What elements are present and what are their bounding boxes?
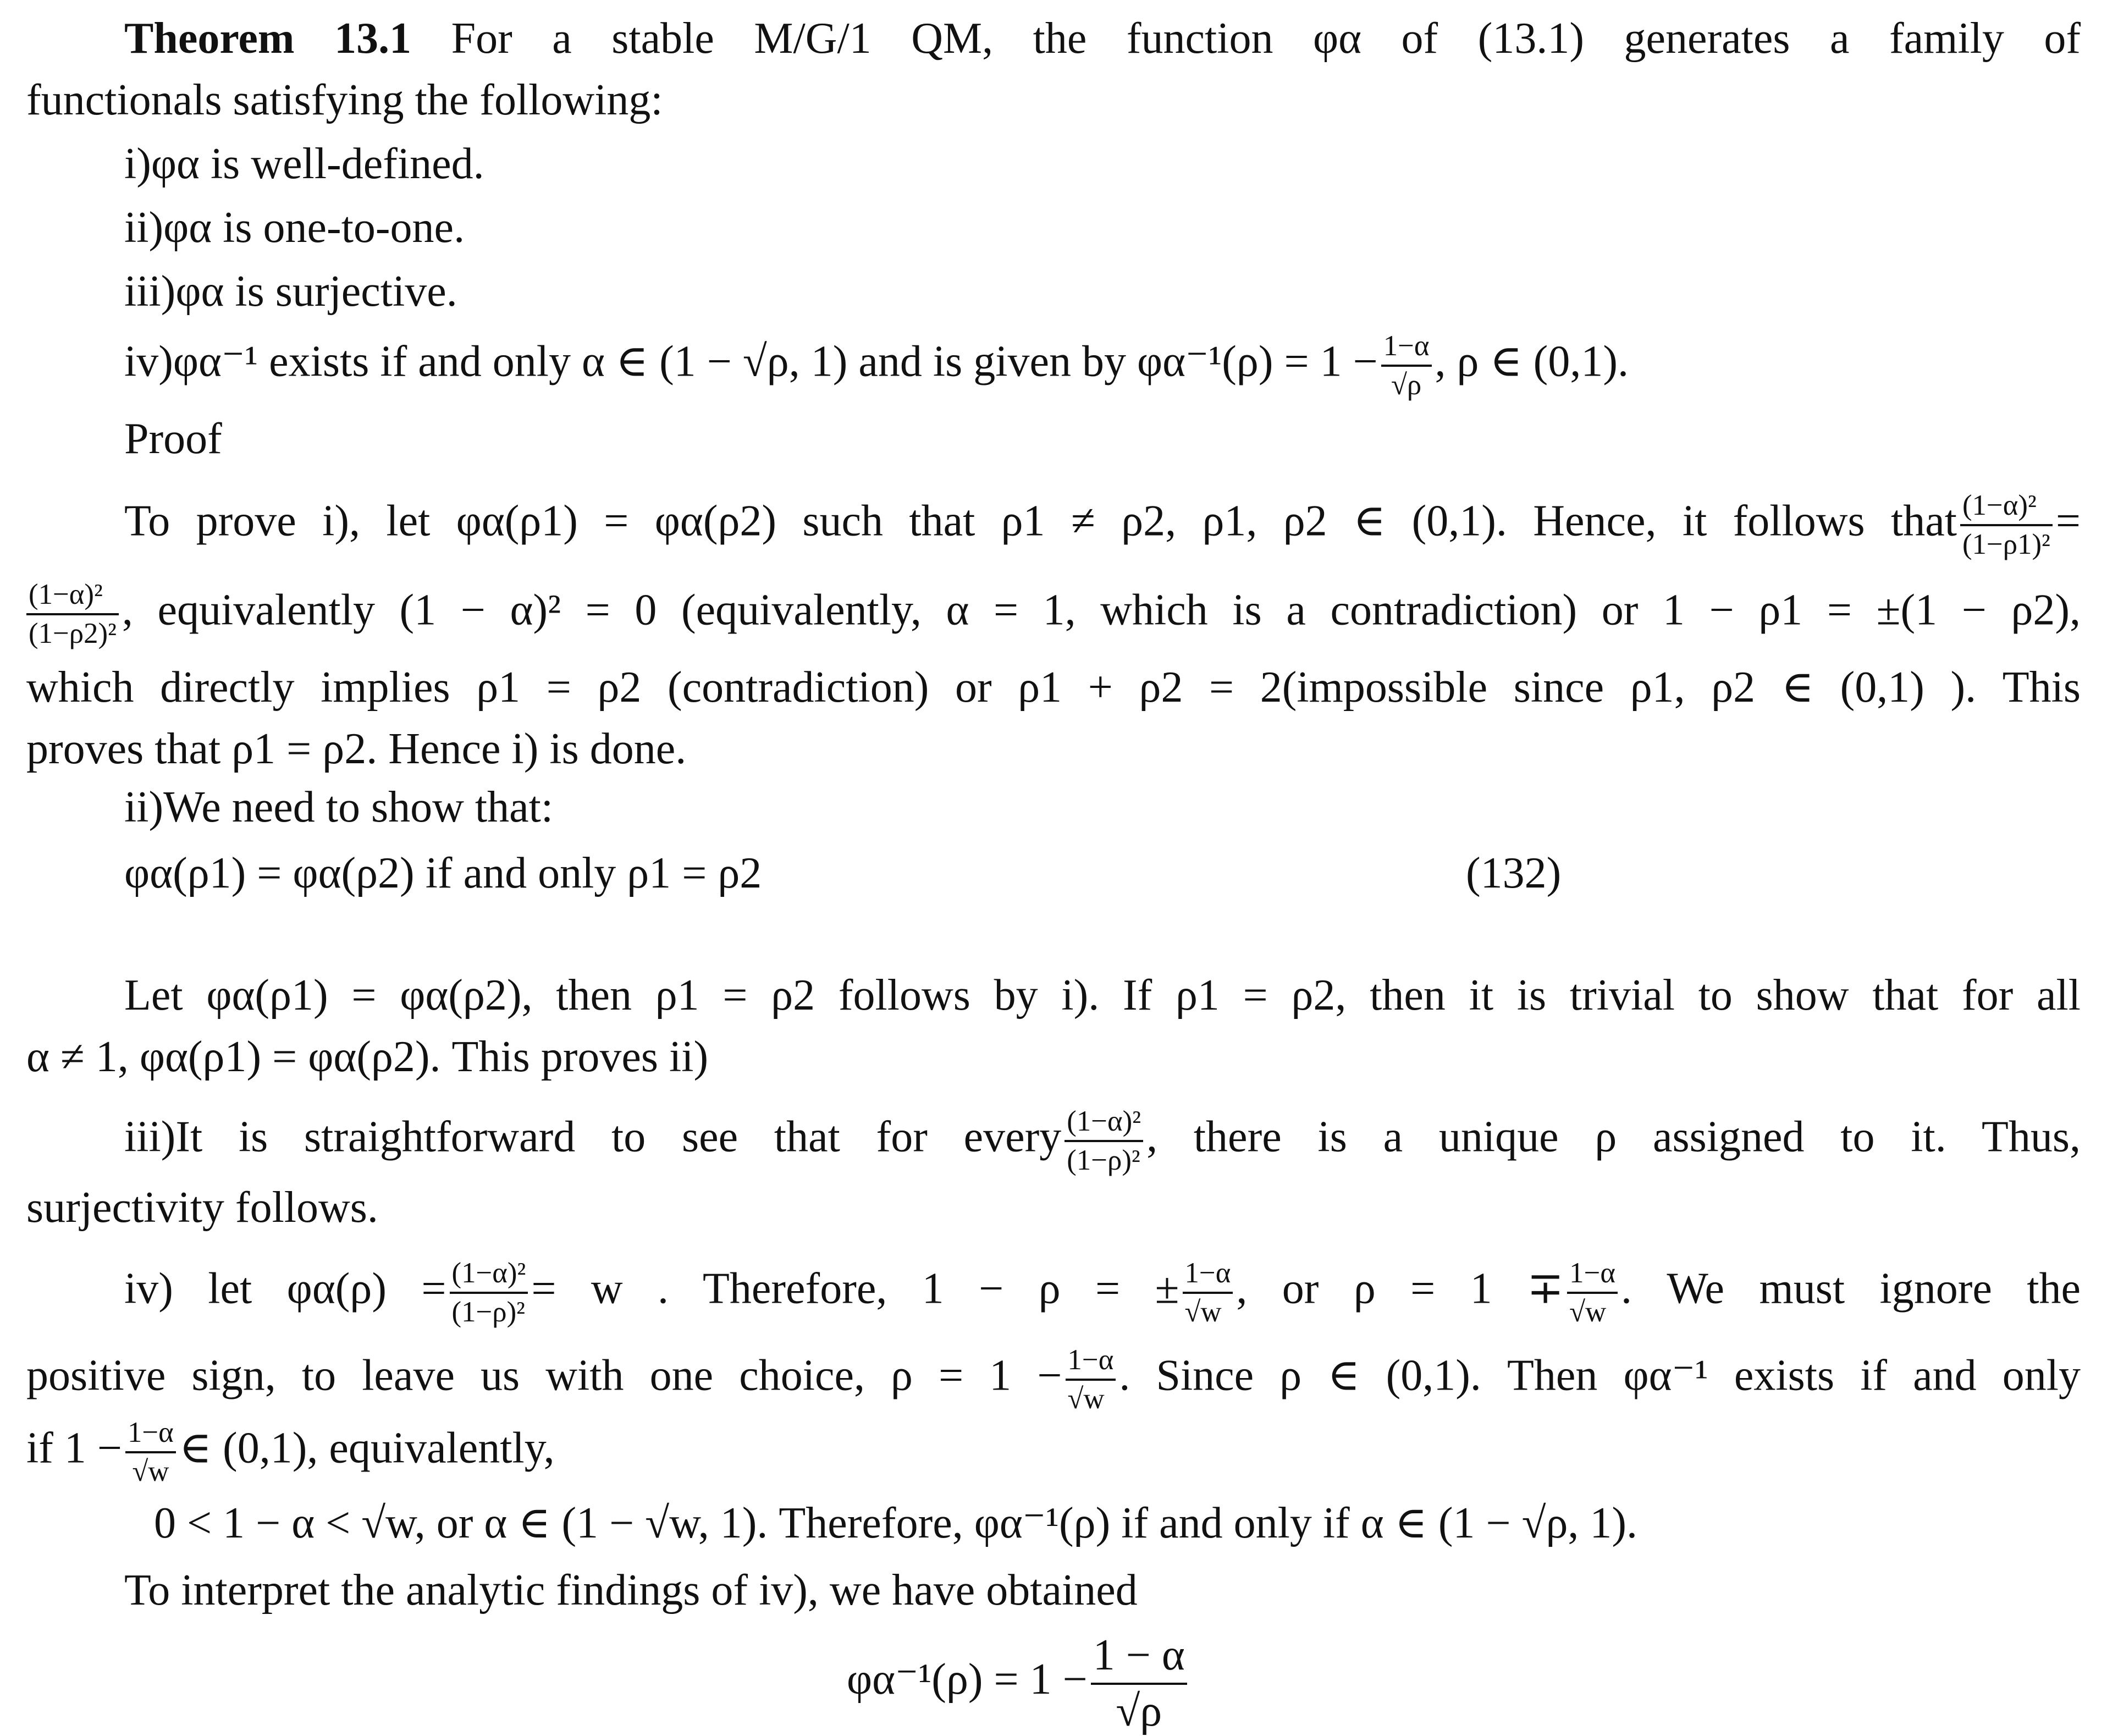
item-iv-frac-num: 1−α — [1381, 330, 1432, 367]
item-iv-text-b: , ρ ∈ (0,1). — [1435, 337, 1629, 386]
p5-fraction-2 — [1183, 1257, 1233, 1329]
p5-l1-text-a: iv) let φα(ρ) = — [124, 1264, 446, 1313]
p5-l1-text-b: = w . Therefore, 1 − ρ = ± — [531, 1264, 1179, 1313]
p4-fraction — [1064, 1105, 1143, 1177]
p1-l2-text: , equivalently (1 − α)² = 0 (equivalently, α = 1, which is a contradiction) or 1 − ρ1 = ±(1 − ρ2), — [122, 586, 2081, 635]
item-iv-fraction — [1381, 330, 1432, 401]
p5-frac4-num: 1−α — [1066, 1344, 1116, 1381]
proof-p2-line-1: ii)We need to show that: — [124, 783, 554, 831]
p5-l1-text-c: , or ρ = 1 ∓ — [1236, 1264, 1564, 1313]
final-equation — [847, 1631, 1342, 1736]
p5-frac3-num: 1−α — [1567, 1257, 1618, 1294]
p5-l3-text-a: if 1 − — [26, 1424, 122, 1473]
theorem-intro-1: For a stable M/G/1 QM, the function φα of (13.1) generates a family of — [451, 14, 2081, 63]
p5-frac4-den: √w — [1067, 1383, 1105, 1415]
p1-l2-fraction — [26, 578, 119, 650]
p1-l1-end: = — [2055, 497, 2081, 545]
proof-p5-line-2 — [26, 1344, 2081, 1415]
p5-frac1-num: (1−α)² — [450, 1257, 528, 1294]
proof-p5-line-3 — [26, 1417, 2081, 1488]
p4-frac-den: (1−ρ)² — [1067, 1144, 1140, 1177]
theorem-line-2: functionals satisfying the following: — [26, 76, 663, 124]
p1-l1-frac-num: (1−α)² — [1960, 489, 2053, 526]
p5-frac1-den: (1−ρ)² — [451, 1296, 526, 1329]
proof-p3-line-1: Let φα(ρ1) = φα(ρ2), then ρ1 = ρ2 follows by i). If ρ1 = ρ2, then it is trivial to show that for all — [124, 971, 2081, 1019]
p5-fraction-5 — [125, 1417, 176, 1488]
p5-frac3-den: √w — [1569, 1296, 1607, 1329]
proof-p3-line-2: α ≠ 1, φα(ρ1) = φα(ρ2). This proves ii) — [26, 1033, 709, 1081]
p4-l1-text-a: iii)It is straightforward to see that for every — [124, 1112, 1062, 1161]
proof-p1-line-3: which directly implies ρ1 = ρ2 (contradiction) or ρ1 + ρ2 = 2(impossible since ρ1, ρ2 ∈ (0,1) ). This — [26, 663, 2081, 712]
p5-l1-text-d: . We must ignore the — [1621, 1264, 2081, 1313]
p4-frac-num: (1−α)² — [1064, 1105, 1143, 1142]
proof-p1-line-1 — [124, 489, 2081, 561]
final-fraction — [1091, 1631, 1187, 1736]
final-frac-num: 1 − α — [1091, 1631, 1187, 1685]
p1-l1-text: To prove i), let φα(ρ1) = φα(ρ2) such that ρ1 ≠ ρ2, ρ1, ρ2 ∈ (0,1). Hence, it follows that — [124, 497, 1957, 545]
theorem-item-i: i)φα is well-defined. — [124, 140, 484, 188]
equation-number: (132) — [1466, 849, 1562, 897]
proof-p4-line-1 — [124, 1105, 2081, 1177]
p2-equation-text: φα(ρ1) = φα(ρ2) if and only ρ1 = ρ2 — [124, 849, 762, 897]
p1-l1-fraction — [1960, 489, 2053, 561]
proof-p6-line-1: To interpret the analytic findings of iv), we have obtained — [124, 1566, 1138, 1614]
theorem-item-iii: iii)φα is surjective. — [124, 267, 457, 316]
p5-frac5-den: √w — [132, 1456, 169, 1488]
proof-p4-line-2: surjectivity follows. — [26, 1183, 378, 1232]
p5-fraction-4 — [1066, 1344, 1116, 1415]
p1-l2-frac-num: (1−α)² — [26, 578, 119, 615]
proof-heading: Proof — [124, 415, 222, 463]
final-frac-den: √ρ — [1116, 1687, 1162, 1735]
p5-fraction-3 — [1567, 1257, 1618, 1329]
theorem-item-ii: ii)φα is one-to-one. — [124, 203, 465, 252]
item-iv-frac-den: √ρ — [1391, 369, 1422, 401]
proof-p5-line-1 — [124, 1257, 2081, 1329]
p5-l3-text-b: ∈ (0,1), equivalently, — [179, 1424, 555, 1473]
proof-p1-line-2 — [26, 578, 2081, 650]
proof-p5-line-4: 0 < 1 − α < √w, or α ∈ (1 − √w, 1). Therefore, φα⁻¹(ρ) if and only if α ∈ (1 − √ρ, 1). — [154, 1499, 1638, 1547]
proof-p1-line-4: proves that ρ1 = ρ2. Hence i) is done. — [26, 725, 687, 773]
p5-l2-text-b: . Since ρ ∈ (0,1). Then φα⁻¹ exists if and only — [1119, 1351, 2081, 1400]
p5-l2-text-a: positive sign, to leave us with one choice, ρ = 1 − — [26, 1351, 1062, 1400]
p5-frac2-num: 1−α — [1183, 1257, 1233, 1294]
theorem-label: Theorem 13.1 — [124, 14, 412, 63]
p4-l1-text-b: , there is a unique ρ assigned to it. Thus, — [1146, 1112, 2081, 1161]
p5-frac5-num: 1−α — [125, 1417, 176, 1453]
final-equation-lhs: φα⁻¹(ρ) = 1 − — [847, 1655, 1088, 1704]
p5-fraction-1 — [450, 1257, 528, 1329]
theorem-item-iv — [124, 330, 2081, 401]
p5-frac2-den: √w — [1184, 1296, 1222, 1329]
p1-l2-frac-den: (1−ρ2)² — [29, 618, 117, 650]
proof-p2-equation — [124, 846, 2081, 901]
item-iv-text-a: iv)φα⁻¹ exists if and only α ∈ (1 − √ρ, 1) and is given by φα⁻¹(ρ) = 1 − — [124, 337, 1378, 386]
theorem-line-1 — [124, 11, 2081, 66]
p1-l1-frac-den: (1−ρ1)² — [1962, 528, 2050, 561]
